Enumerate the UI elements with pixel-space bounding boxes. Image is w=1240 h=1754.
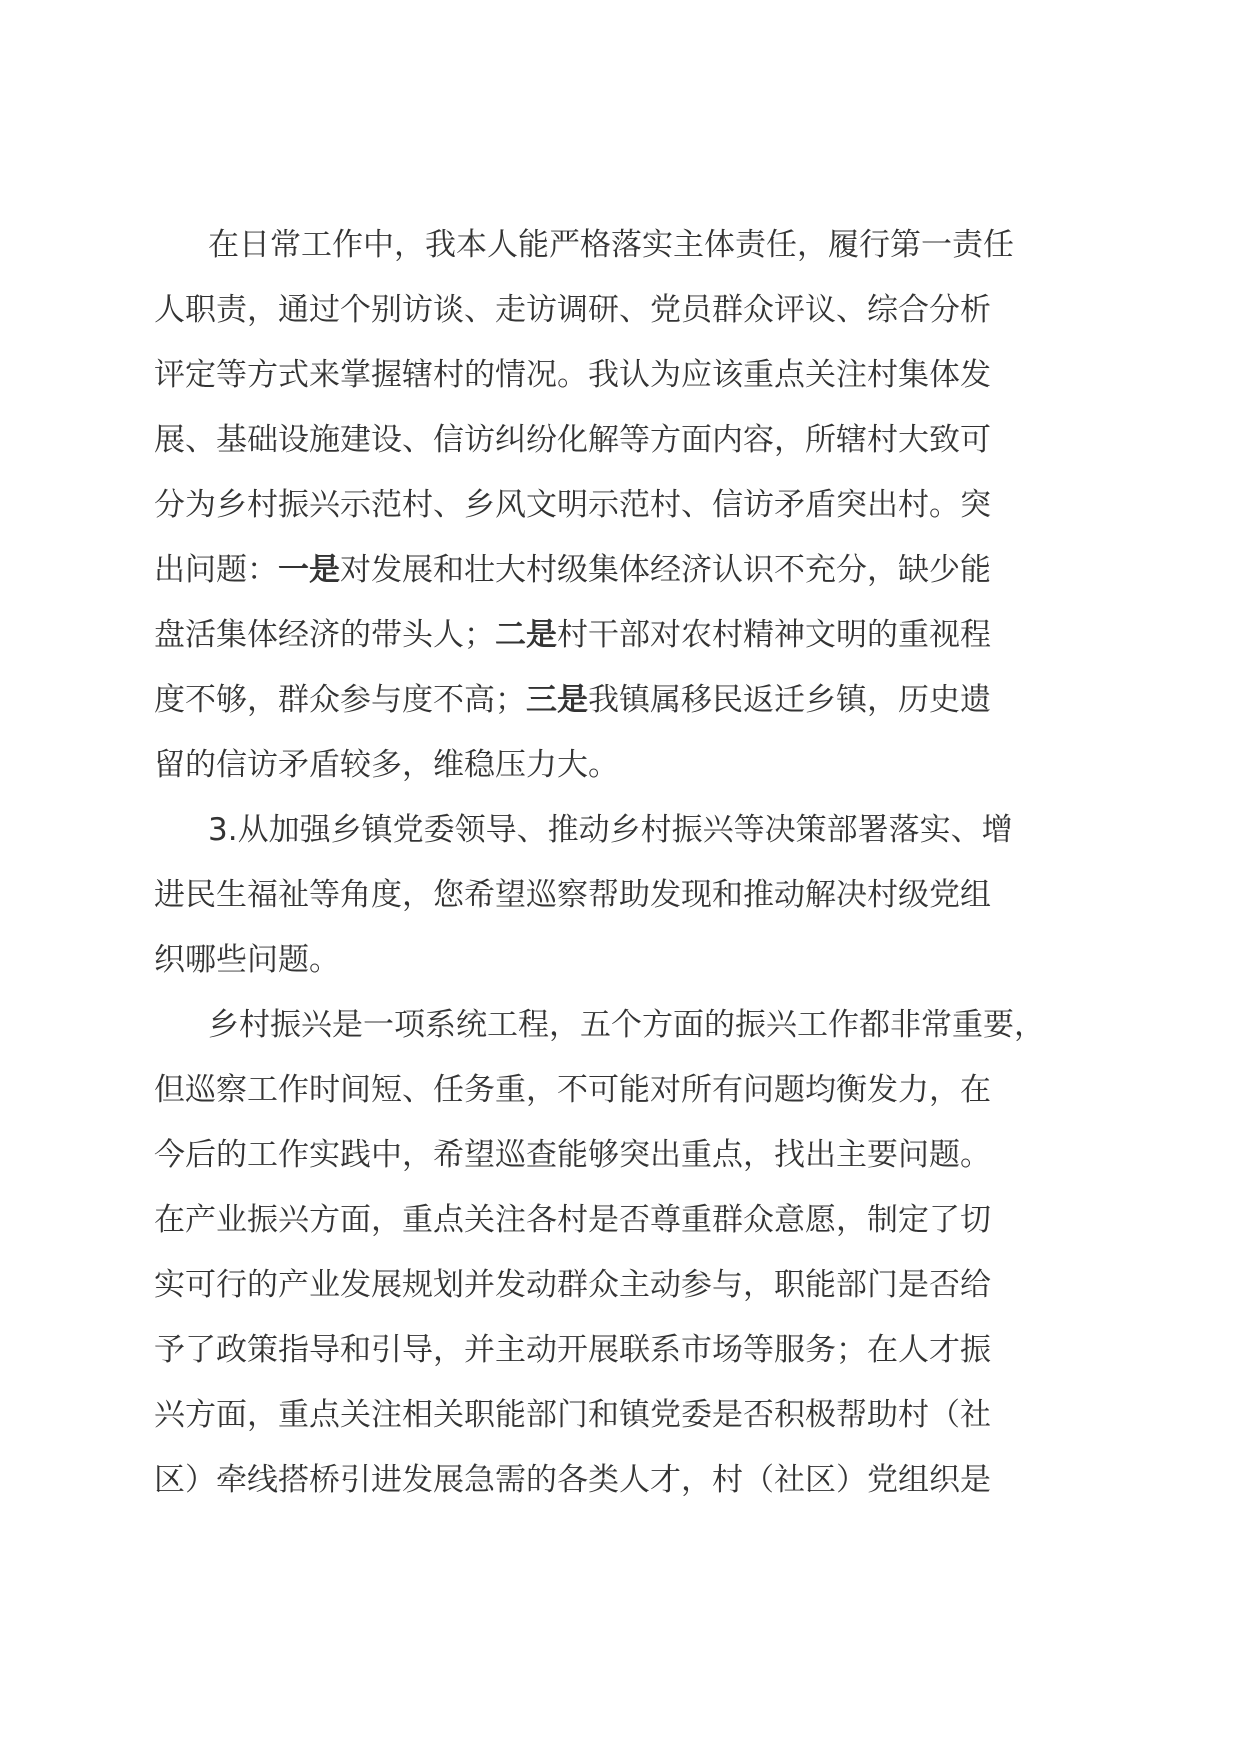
text-segment: 度不够，群众参与度不高； bbox=[154, 682, 526, 718]
paragraph-1 bbox=[154, 213, 1114, 798]
text-line: 但巡察工作时间短、任务重，不可能对所有问题均衡发力，在 bbox=[154, 1072, 991, 1108]
text-line: 在产业振兴方面，重点关注各村是否尊重群众意愿，制定了切 bbox=[154, 1202, 991, 1238]
bold-label: 二是 bbox=[495, 617, 557, 653]
text-segment: 村干部对农村精神文明的重视程 bbox=[557, 617, 991, 653]
text-line: 今后的工作实践中，希望巡查能够突出重点，找出主要问题。 bbox=[154, 1137, 991, 1173]
text-line: 3.从加强乡镇党委领导、推动乡村振兴等决策部署落实、增 bbox=[208, 812, 1013, 848]
text-line-with-bold bbox=[154, 538, 1114, 603]
text-segment: 盘活集体经济的带头人； bbox=[154, 617, 495, 653]
text-line-with-bold bbox=[154, 668, 1114, 733]
text-line: 实可行的产业发展规划并发动群众主动参与，职能部门是否给 bbox=[154, 1267, 991, 1303]
document-body bbox=[154, 213, 1114, 1513]
text-segment: 我镇属移民返迁乡镇，历史遗 bbox=[588, 682, 991, 718]
paragraph-2 bbox=[154, 798, 1114, 993]
text-line: 人职责，通过个别访谈、走访调研、党员群众评议、综合分析 bbox=[154, 292, 991, 328]
bold-label: 一是 bbox=[278, 552, 340, 588]
text-line: 区）牵线搭桥引进发展急需的各类人才，村（社区）党组织是 bbox=[154, 1462, 991, 1498]
text-line: 评定等方式来掌握辖村的情况。我认为应该重点关注村集体发 bbox=[154, 357, 991, 393]
text-line: 留的信访矛盾较多，维稳压力大。 bbox=[154, 747, 619, 783]
text-line-with-bold bbox=[154, 603, 1114, 668]
text-line: 乡村振兴是一项系统工程，五个方面的振兴工作都非常重要， bbox=[208, 1007, 1045, 1043]
text-line: 展、基础设施建设、信访纠纷化解等方面内容，所辖村大致可 bbox=[154, 422, 991, 458]
text-segment: 对发展和壮大村级集体经济认识不充分，缺少能 bbox=[340, 552, 991, 588]
text-line: 在日常工作中，我本人能严格落实主体责任，履行第一责任 bbox=[208, 227, 1014, 263]
text-line: 织哪些问题。 bbox=[154, 942, 340, 978]
text-line: 予了政策指导和引导，并主动开展联系市场等服务；在人才振 bbox=[154, 1332, 991, 1368]
text-line: 兴方面，重点关注相关职能部门和镇党委是否积极帮助村（社 bbox=[154, 1397, 991, 1433]
text-line: 分为乡村振兴示范村、乡风文明示范村、信访矛盾突出村。突 bbox=[154, 487, 991, 523]
bold-label: 三是 bbox=[526, 682, 588, 718]
paragraph-3 bbox=[154, 993, 1114, 1513]
text-line: 进民生福祉等角度，您希望巡察帮助发现和推动解决村级党组 bbox=[154, 877, 991, 913]
text-segment: 出问题： bbox=[154, 552, 278, 588]
